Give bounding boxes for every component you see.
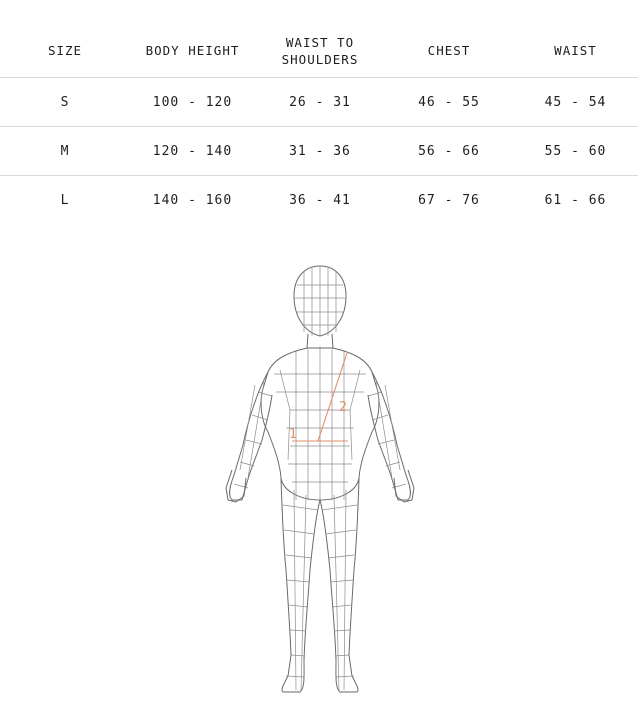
mannequin-right-hand: [394, 470, 414, 502]
torso-grid: [274, 346, 366, 500]
cell-body-height: 100 - 120: [152, 94, 233, 110]
left-leg-grid: [283, 490, 318, 690]
mannequin-torso: [261, 348, 379, 500]
header-waist: WAIST: [554, 43, 597, 58]
mannequin-right-leg: [320, 478, 359, 692]
cell-waist-to-shoulders: 36 - 41: [289, 192, 351, 208]
cell-waist-to-shoulders: 31 - 36: [289, 143, 351, 159]
cell-size: L: [60, 192, 70, 208]
mannequin-right-arm: [368, 372, 410, 500]
head-grid: [295, 266, 345, 336]
left-arm-grid: [234, 382, 272, 488]
table-header-row: [0, 24, 638, 78]
cell-size: M: [60, 143, 70, 159]
mannequin-left-arm: [230, 372, 272, 500]
cell-size: S: [60, 94, 70, 110]
cell-waist-to-shoulders: 26 - 31: [289, 94, 351, 110]
cell-waist: 61 - 66: [544, 192, 607, 208]
mannequin-left-hand: [226, 470, 246, 502]
measure-line-waist-to-shoulders: [318, 353, 347, 441]
header-waist-to-shoulders: WAIST TO SHOULDERS: [281, 34, 359, 67]
measure-label-1: 1: [289, 427, 297, 442]
size-chart-table: [0, 24, 638, 224]
header-body-height: BODY HEIGHT: [145, 43, 240, 58]
cell-waist: 45 - 54: [544, 94, 607, 110]
header-chest: CHEST: [427, 43, 471, 58]
cell-body-height: 120 - 140: [152, 143, 233, 159]
right-arm-grid: [368, 382, 406, 488]
cell-chest: 67 - 76: [418, 192, 480, 208]
measure-label-2: 2: [339, 400, 347, 415]
table-row-l: [0, 176, 638, 224]
table-row-m: [0, 127, 638, 176]
table-row-s: [0, 78, 638, 127]
right-leg-grid: [322, 490, 357, 690]
mannequin-neck: [307, 334, 333, 348]
mannequin-head: [294, 266, 346, 336]
cell-chest: 56 - 66: [418, 143, 480, 159]
cell-body-height: 140 - 160: [152, 192, 233, 208]
mannequin-left-leg: [281, 478, 320, 692]
cell-waist: 55 - 60: [544, 143, 607, 159]
cell-chest: 46 - 55: [418, 94, 480, 110]
header-size: SIZE: [47, 43, 83, 58]
